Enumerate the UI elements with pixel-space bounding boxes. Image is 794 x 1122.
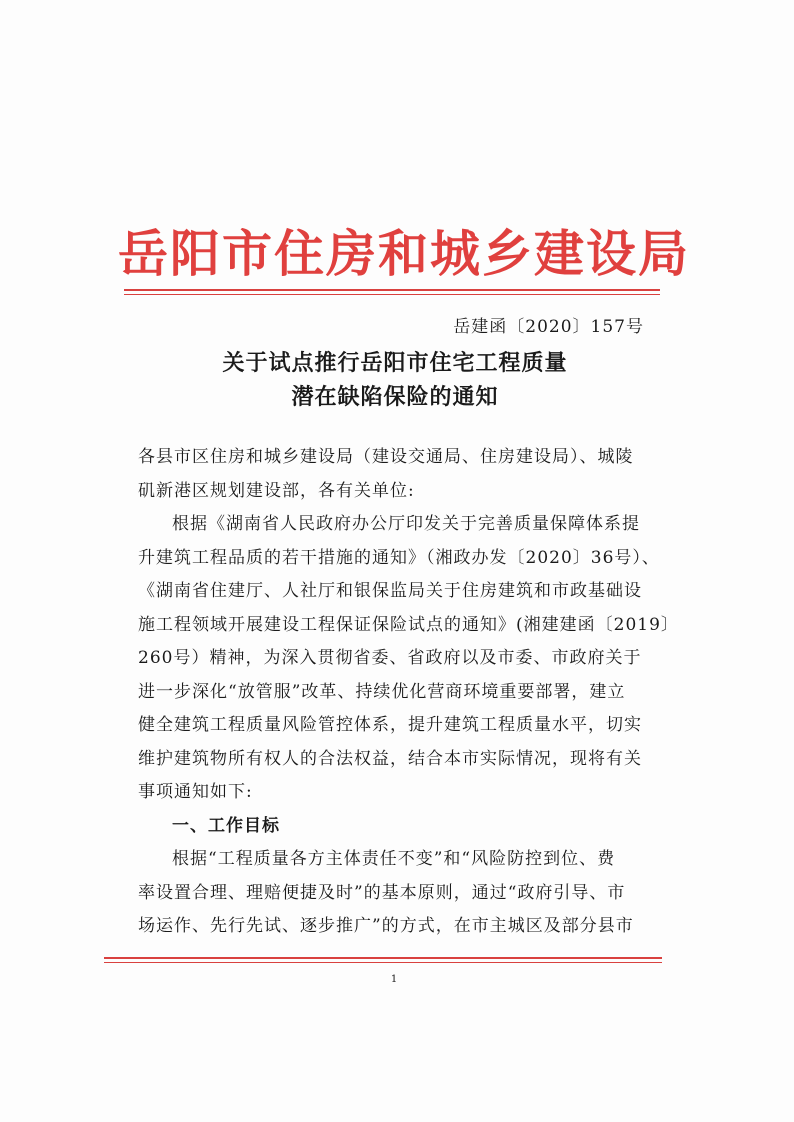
paragraph-line: 260号）精神，为深入贯彻省委、省政府以及市委、市政府关于: [138, 648, 642, 668]
document-title-line-2: 潜在缺陷保险的通知: [291, 384, 499, 410]
paragraph-line: 事项通知如下:: [138, 782, 253, 802]
paragraph-line: 根据《湖南省人民政府办公厅印发关于完善质量保障体系提: [172, 514, 640, 534]
document-title-line-1: 关于试点推行岳阳市住宅工程质量: [222, 350, 568, 376]
document-number: 岳建函〔2020〕157号: [453, 317, 644, 337]
addressee-line: 各县市区住房和城乡建设局（建设交通局、住房建设局）、城陵: [138, 447, 634, 467]
document-body: [138, 441, 679, 944]
header-red-rule-thin: [124, 294, 660, 295]
paragraph-line: 率设置合理、理赔便捷及时”的基本原则，通过“政府引导、市: [138, 882, 626, 903]
paragraph-line: 《湖南省住建厅、人社厅和银保监局关于住房建筑和市政基础设: [138, 581, 642, 601]
page-number: 1: [390, 974, 398, 985]
footer-red-rule-thin: [104, 962, 662, 963]
paragraph-line: 根据“工程质量各方主体责任不变”和“风险防控到位、费: [172, 849, 616, 869]
paragraph-line: 进一步深化“放管服”改革、持续优化营商环境重要部署，建立: [138, 681, 626, 702]
paragraph-line: 健全建筑工程质量风险管控体系，提升建筑工程质量水平，切实: [138, 715, 642, 735]
paragraph-line: 维护建筑物所有权人的合法权益，结合本市实际情况，现将有关: [138, 748, 642, 769]
footer-red-rule: [104, 957, 662, 959]
header-red-rule: [124, 289, 660, 291]
paragraph-line: 场运作、先行先试、逐步推广”的方式，在市主城区及部分县市: [138, 916, 634, 936]
section-heading: 一、工作目标: [172, 815, 280, 836]
paragraph-line: 施工程领域开展建设工程保证保险试点的通知》(湘建建函〔2019〕: [138, 614, 679, 635]
issuing-org-header: 岳阳市住房和城乡建设局: [118, 224, 690, 283]
paragraph-line: 升建筑工程品质的若干措施的通知》（湘政办发〔2020〕36号）、: [138, 547, 660, 568]
addressee-line: 矶新港区规划建设部，各有关单位:: [138, 480, 415, 501]
